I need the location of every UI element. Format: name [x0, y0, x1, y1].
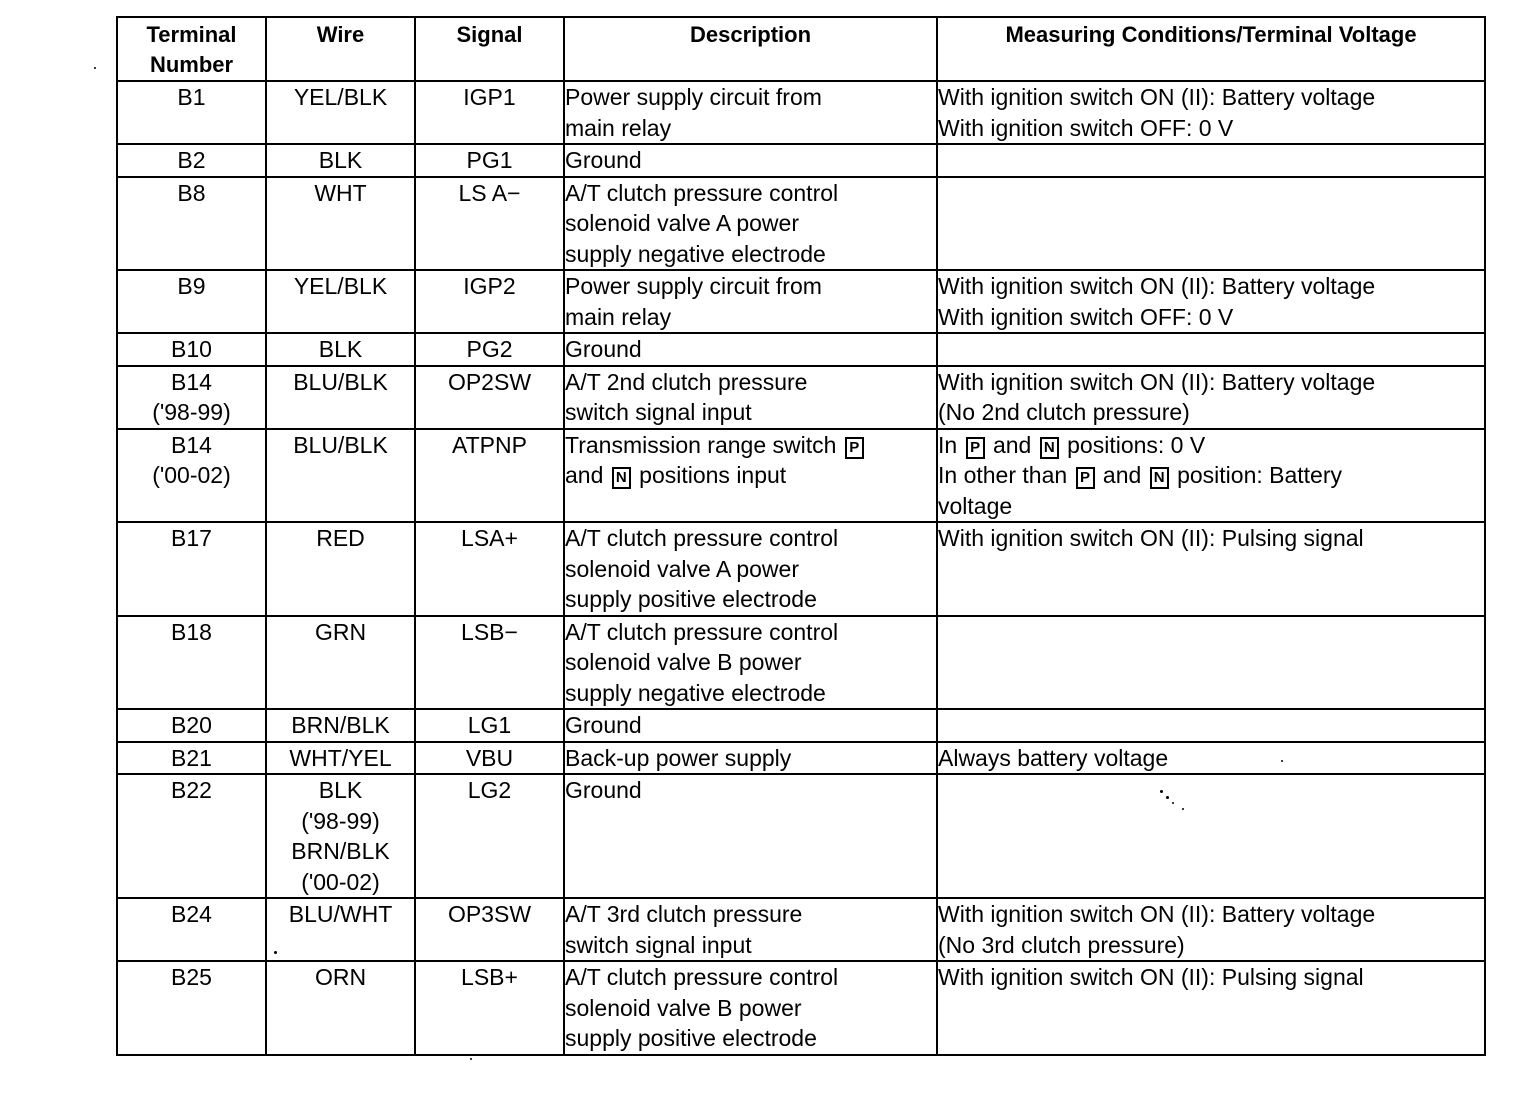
header-terminal-line-1: Terminal — [146, 22, 237, 47]
scan-speck — [1172, 802, 1174, 804]
terminal-cell — [117, 81, 266, 144]
signal-cell: IGP2 — [415, 270, 564, 333]
terminal-cell — [117, 742, 266, 775]
description-cell — [564, 774, 937, 898]
terminal-line: B22 — [171, 777, 212, 803]
signal-cell: ATPNP — [415, 429, 564, 523]
scan-speck — [1166, 796, 1169, 799]
terminal-line: B20 — [171, 712, 212, 738]
terminal-cell — [117, 366, 266, 429]
wire-cell — [266, 709, 415, 742]
wire-cell — [266, 144, 415, 177]
signal-cell: OP3SW — [415, 898, 564, 961]
description-cell — [564, 961, 937, 1055]
signal-cell: PG2 — [415, 333, 564, 366]
conditions-cell — [937, 709, 1485, 742]
signal-cell: LG1 — [415, 709, 564, 742]
description-line: Ground — [565, 777, 642, 803]
gear-position-p-icon: P — [845, 437, 864, 459]
signal-cell: LSA+ — [415, 522, 564, 616]
wire-cell — [266, 898, 415, 961]
terminal-line: ('98-99) — [152, 399, 231, 425]
table-row — [117, 898, 1485, 961]
header-signal: Signal — [415, 17, 564, 81]
scan-speck — [1281, 760, 1283, 762]
terminal-line: B24 — [171, 901, 212, 927]
description-line: solenoid valve A power — [565, 210, 799, 236]
description-line: and N positions input — [565, 462, 787, 488]
terminal-cell — [117, 270, 266, 333]
wire-cell — [266, 333, 415, 366]
wire-line: BLU/WHT — [288, 901, 393, 927]
header-wire: Wire — [266, 17, 415, 81]
conditions-line: (No 2nd clutch pressure) — [938, 399, 1190, 425]
wire-line: ('00-02) — [301, 868, 380, 895]
signal-cell: LSB− — [415, 616, 564, 710]
description-cell — [564, 177, 937, 271]
description-line: supply positive electrode — [565, 1025, 817, 1051]
conditions-cell — [937, 429, 1485, 523]
description-cell — [564, 333, 937, 366]
wire-line: WHT — [314, 179, 367, 206]
scan-speck — [274, 951, 277, 954]
scan-speck — [1160, 790, 1163, 793]
conditions-line: In other than P and N position: Battery — [938, 462, 1343, 488]
wire-line: YEL/BLK — [293, 84, 388, 110]
wire-cell — [266, 774, 415, 898]
description-line: Ground — [565, 712, 642, 738]
description-line: supply positive electrode — [565, 586, 817, 612]
wire-cell — [266, 270, 415, 333]
table-row — [117, 742, 1485, 775]
header-conditions: Measuring Conditions/Terminal Voltage — [937, 17, 1485, 81]
terminal-cell — [117, 616, 266, 710]
terminal-pinout-table — [116, 16, 1486, 1056]
wire-cell — [266, 177, 415, 271]
wire-cell — [266, 961, 415, 1055]
terminal-cell — [117, 144, 266, 177]
signal-cell: VBU — [415, 742, 564, 775]
wire-line: ORN — [314, 964, 367, 990]
signal-cell: LS A− — [415, 177, 564, 271]
terminal-cell — [117, 333, 266, 366]
conditions-cell — [937, 81, 1485, 144]
wire-line: BLU/BLK — [293, 368, 388, 395]
wire-cell — [266, 81, 415, 144]
wire-cell — [266, 366, 415, 429]
conditions-line: Always battery voltage — [938, 744, 1169, 771]
signal-cell: OP2SW — [415, 366, 564, 429]
terminal-line: B14 — [171, 431, 212, 458]
table-header-row — [117, 17, 1485, 81]
terminal-cell — [117, 961, 266, 1055]
description-cell — [564, 366, 937, 429]
terminal-line: B1 — [177, 84, 206, 110]
conditions-cell — [937, 616, 1485, 710]
description-line: main relay — [565, 114, 672, 141]
table-row — [117, 961, 1485, 1055]
conditions-line: With ignition switch ON (II): Battery voltage — [938, 901, 1376, 927]
scan-speck — [1182, 808, 1184, 810]
wire-line: GRN — [314, 618, 367, 645]
terminal-cell — [117, 898, 266, 961]
terminal-line: B17 — [171, 525, 212, 551]
description-line: A/T 2nd clutch pressure — [565, 368, 808, 395]
conditions-line: (No 3rd clutch pressure) — [938, 931, 1185, 958]
description-cell — [564, 270, 937, 333]
table-row — [117, 366, 1485, 429]
wire-line: WHT/YEL — [289, 744, 392, 771]
table-row — [117, 774, 1485, 898]
conditions-cell — [937, 177, 1485, 271]
conditions-line: With ignition switch ON (II): Battery voltage — [938, 368, 1376, 395]
conditions-cell — [937, 742, 1485, 775]
terminal-line: B2 — [177, 147, 206, 173]
terminal-cell — [117, 709, 266, 742]
table-row — [117, 144, 1485, 177]
description-line: Back-up power supply — [565, 744, 792, 771]
description-cell — [564, 144, 937, 177]
wire-line: YEL/BLK — [293, 273, 388, 299]
terminal-line: B9 — [177, 273, 206, 299]
wire-line: ('98-99) — [301, 807, 380, 834]
scan-speck — [94, 67, 96, 69]
table-row — [117, 81, 1485, 144]
terminal-line: B10 — [171, 336, 212, 362]
conditions-line: With ignition switch ON (II): Pulsing signal — [938, 964, 1364, 990]
wire-line: BLU/BLK — [293, 431, 388, 458]
description-line: solenoid valve B power — [565, 994, 802, 1021]
terminal-cell — [117, 177, 266, 271]
terminal-cell — [117, 774, 266, 898]
description-line: supply negative electrode — [565, 240, 826, 267]
terminal-line: ('00-02) — [152, 462, 231, 488]
conditions-line: In P and N positions: 0 V — [938, 431, 1206, 458]
conditions-line: With ignition switch ON (II): Pulsing signal — [938, 525, 1364, 551]
signal-cell: LSB+ — [415, 961, 564, 1055]
description-line: solenoid valve B power — [565, 649, 802, 675]
description-cell — [564, 429, 937, 523]
conditions-line: voltage — [938, 492, 1013, 519]
terminal-cell — [117, 429, 266, 523]
gear-position-n-icon: N — [1150, 467, 1169, 489]
description-line: Power supply circuit from — [565, 273, 822, 299]
wire-cell — [266, 429, 415, 523]
header-description: Description — [564, 17, 937, 81]
description-line: A/T 3rd clutch pressure — [565, 901, 803, 927]
conditions-line: With ignition switch OFF: 0 V — [938, 303, 1234, 330]
wire-cell — [266, 742, 415, 775]
terminal-line: B21 — [171, 744, 212, 771]
conditions-line: With ignition switch ON (II): Battery voltage — [938, 84, 1376, 110]
terminal-cell — [117, 522, 266, 616]
description-line: Ground — [565, 147, 642, 173]
description-line: A/T clutch pressure control — [565, 618, 839, 645]
terminal-line: B25 — [171, 964, 212, 990]
description-cell — [564, 709, 937, 742]
conditions-cell — [937, 774, 1485, 898]
wire-line: BRN/BLK — [291, 838, 390, 864]
conditions-cell — [937, 270, 1485, 333]
description-cell — [564, 898, 937, 961]
conditions-line: With ignition switch ON (II): Battery voltage — [938, 273, 1376, 299]
wire-line: RED — [316, 525, 365, 551]
gear-position-p-icon: P — [966, 437, 985, 459]
gear-position-p-icon: P — [1076, 467, 1095, 489]
description-cell — [564, 616, 937, 710]
gear-position-n-icon: N — [612, 467, 631, 489]
conditions-cell — [937, 366, 1485, 429]
signal-cell: LG2 — [415, 774, 564, 898]
terminal-line: B8 — [177, 179, 206, 206]
table-row — [117, 522, 1485, 616]
table-row — [117, 709, 1485, 742]
description-line: supply negative electrode — [565, 679, 826, 706]
table-row — [117, 270, 1485, 333]
table-row — [117, 429, 1485, 523]
description-cell — [564, 81, 937, 144]
table-body — [117, 81, 1485, 1055]
conditions-cell — [937, 961, 1485, 1055]
description-line: A/T clutch pressure control — [565, 179, 839, 206]
description-line: Ground — [565, 336, 642, 362]
terminal-line: B14 — [171, 368, 212, 395]
conditions-cell — [937, 144, 1485, 177]
description-line: Transmission range switch P — [565, 430, 936, 461]
signal-cell: IGP1 — [415, 81, 564, 144]
table-row — [117, 177, 1485, 271]
conditions-cell — [937, 333, 1485, 366]
conditions-cell — [937, 522, 1485, 616]
conditions-line: With ignition switch OFF: 0 V — [938, 114, 1234, 141]
gear-position-n-icon: N — [1040, 437, 1059, 459]
scan-speck — [470, 1058, 472, 1060]
description-line: Power supply circuit from — [565, 84, 822, 110]
header-terminal-line-2: Number — [149, 52, 234, 77]
conditions-cell — [937, 898, 1485, 961]
terminal-line: B18 — [171, 618, 212, 645]
wire-line: BLK — [318, 777, 363, 803]
description-line: switch signal input — [565, 399, 752, 425]
description-line: solenoid valve A power — [565, 555, 799, 582]
header-terminal-number — [117, 17, 266, 81]
description-line: A/T clutch pressure control — [565, 964, 839, 990]
wire-cell — [266, 616, 415, 710]
description-cell — [564, 742, 937, 775]
wire-line: BLK — [318, 336, 363, 362]
table-row — [117, 333, 1485, 366]
wire-line: BLK — [318, 147, 363, 173]
description-line: A/T clutch pressure control — [565, 525, 839, 551]
description-line: switch signal input — [565, 931, 752, 958]
description-cell — [564, 522, 937, 616]
description-line: main relay — [565, 303, 672, 330]
wire-line: BRN/BLK — [291, 712, 390, 738]
table-row — [117, 616, 1485, 710]
signal-cell: PG1 — [415, 144, 564, 177]
wire-cell — [266, 522, 415, 616]
